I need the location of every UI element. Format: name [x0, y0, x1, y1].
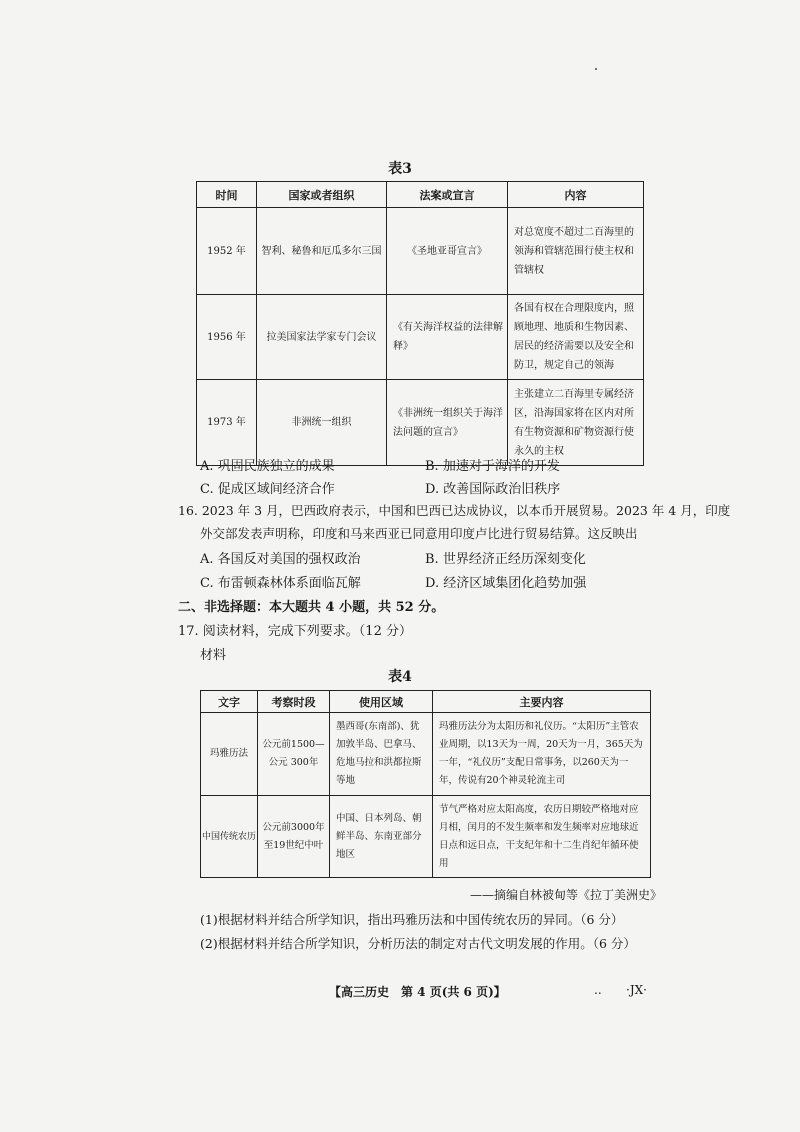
table3-cell-year: 1952 年	[197, 208, 257, 295]
table3-cell-country: 非洲统一组织	[257, 380, 387, 466]
q16-option-c: C. 布雷顿森林体系面临瓦解	[200, 576, 361, 591]
table4-header-cell: 文字	[201, 691, 258, 713]
q17-subquestion-2: (2)根据材料并结合所学知识，分析历法的制定对古代文明发展的作用。（6 分）	[200, 936, 636, 951]
table4-cell-period: 公元前1500—公元 300年	[258, 713, 330, 796]
section-heading: 二、非选择题：本大题共 4 小题，共 52 分。	[178, 600, 445, 615]
table4-cell-name: 玛雅历法	[201, 713, 258, 796]
table4-cell-name: 中国传统农历	[201, 796, 258, 878]
table3-cell-act: 《非洲统一组织关于海洋法问题的宣言》	[387, 380, 508, 466]
table4-header-row	[201, 691, 651, 713]
table3-cell-year: 1956 年	[197, 295, 257, 380]
footer-marks: ..	[594, 983, 602, 997]
table4-header-cell: 使用区域	[330, 691, 433, 713]
table-row	[201, 713, 651, 796]
table3-cell-content: 对总宽度不超过二百海里的领海和管辖范围行使主权和管辖权	[508, 208, 644, 295]
table-row	[197, 295, 644, 380]
table4-caption: 表4	[388, 669, 412, 685]
table3-header-cell: 法案或宣言	[387, 182, 508, 208]
source-citation: ——摘编自林被甸等《拉丁美洲史》	[469, 888, 662, 902]
q15-option-c: C. 促成区域间经济合作	[200, 482, 335, 497]
table3-header-cell: 国家或者组织	[257, 182, 387, 208]
q17-title: 17. 阅读材料，完成下列要求。（12 分）	[178, 624, 412, 639]
table-row	[201, 796, 651, 878]
table4-cell-region: 墨西哥(东南部)、犹加敦半岛、巴拿马、危地马拉和洪都拉斯等地	[330, 713, 433, 796]
q17-material-label: 材料	[200, 648, 227, 663]
table4-cell-period: 公元前3000年至19世纪中叶	[258, 796, 330, 878]
table3-cell-year: 1973 年	[197, 380, 257, 466]
q15-option-b: B. 加速对于海洋的开发	[425, 459, 560, 474]
table4-cell-content: 节气严格对应太阳高度，农历日期较严格地对应月相，闰月的不发生频率和发生频率对应地球近日点和远日点，干支纪年和十二生肖纪年循环使用	[433, 796, 651, 878]
table3-cell-act: 《有关海洋权益的法律解释》	[387, 295, 508, 380]
q15-option-a: A. 巩固民族独立的成果	[200, 459, 335, 474]
table3-header-cell: 内容	[508, 182, 644, 208]
table3-cell-content: 各国有权在合理限度内，照顾地理、地质和生物因素、居民的经济需要以及安全和防卫，规定自己的领海	[508, 295, 644, 380]
table4-header-cell: 主要内容	[433, 691, 651, 713]
table3-cell-act: 《圣地亚哥宣言》	[387, 208, 508, 295]
table4	[200, 690, 651, 878]
table3-cell-content: 主张建立二百海里专属经济区，沿海国家将在区内对所有生物资源和矿物资源行使永久的主权	[508, 380, 644, 466]
table3-caption: 表3	[388, 161, 412, 177]
q16-stem-line1: 16. 2023 年 3 月，巴西政府表示，中国和巴西已达成协议，以本币开展贸易。2023 年 4 月，印度	[178, 503, 731, 518]
table4-header-cell: 考察时段	[258, 691, 330, 713]
q16-option-d: D. 经济区域集团化趋势加强	[425, 576, 587, 591]
table3	[196, 181, 644, 466]
page-footer: 【高三历史 第 4 页(共 6 页)】	[329, 985, 506, 999]
table-row	[197, 208, 644, 295]
q16-stem-line2: 外交部发表声明称，印度和马来西亚已同意用印度卢比进行贸易结算。这反映出	[200, 526, 638, 541]
footer-code: ·JX·	[626, 983, 647, 997]
q15-option-d: D. 改善国际政治旧秩序	[425, 482, 561, 497]
table4-cell-region: 中国、日本列岛、朝鲜半岛、东南亚部分地区	[330, 796, 433, 878]
scan-speck	[595, 68, 597, 70]
q16-option-a: A. 各国反对美国的强权政治	[200, 552, 361, 567]
table3-header-cell: 时间	[197, 182, 257, 208]
q16-option-b: B. 世界经济正经历深刻变化	[425, 552, 586, 567]
table4-cell-content: 玛雅历法分为太阳历和礼仪历。“太阳历”主管农业周期，以13天为一周，20天为一月，365天为一年，“礼仪历”支配日常事务，以260天为一年，传说有20个神灵轮流主司	[433, 713, 651, 796]
table-row	[197, 380, 644, 466]
table3-header-row	[197, 182, 644, 208]
q17-subquestion-1: (1)根据材料并结合所学知识，指出玛雅历法和中国传统农历的异同。（6 分）	[200, 912, 624, 927]
table3-cell-country: 智利、秘鲁和厄瓜多尔三国	[257, 208, 387, 295]
table3-cell-country: 拉美国家法学家专门会议	[257, 295, 387, 380]
